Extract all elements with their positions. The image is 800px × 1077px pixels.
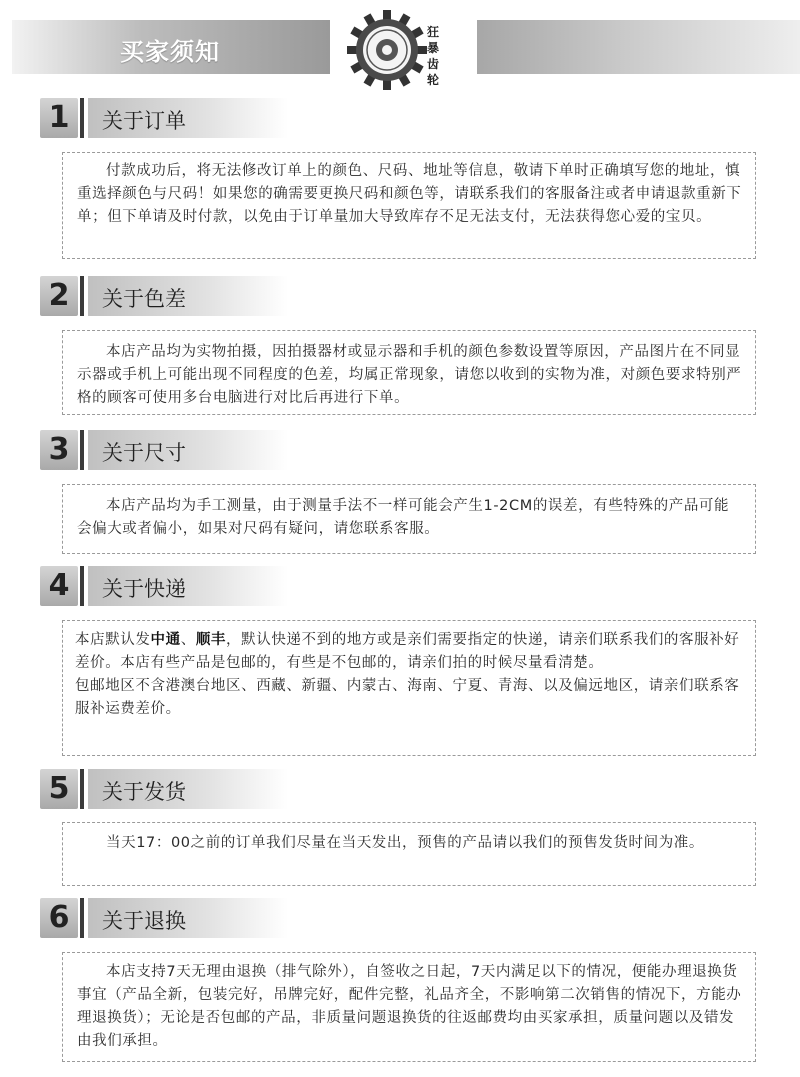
notice-box-delivery (62, 620, 756, 756)
section-number-box (40, 430, 78, 470)
logo-text: 狂暴齿轮 (427, 25, 440, 87)
courier-name: 顺丰 (195, 632, 227, 648)
notice-box-color (62, 330, 756, 415)
notice-text: 包邮地区不含港澳台地区、西藏、新疆、内蒙古、海南、宁夏、青海、以及偏远地区，请亲们联系客服补运费差价。 (75, 678, 740, 717)
section-number: 4 (48, 568, 70, 603)
section-title: 关于色差 (102, 287, 186, 311)
section-heading-order (40, 98, 800, 138)
section-number-box (40, 98, 78, 138)
section-heading-return (40, 898, 800, 938)
notice-box-order (62, 152, 756, 259)
notice-text: 本店支持7天无理由退换（排气除外），自签收之日起，7天内满足以下的情况，便能办理退换货事宜（产品全新，包装完好，吊牌完好，配件完整，礼品齐全，不影响第二次销售的情况下，方能办理退换货）；无论是否包邮的产品，非质量问题退换货的往返邮费均由买家承担，质量问题以及错发由我们承担。 (77, 964, 742, 1049)
divider (80, 898, 84, 938)
divider (80, 276, 84, 316)
notice-box-size (62, 484, 756, 554)
notice-text: 付款成功后，将无法修改订单上的颜色、尺码、地址等信息，敬请下单时正确填写您的地址，慎重选择颜色与尺码！如果您的确需要更换尺码和颜色等，请联系我们的客服备注或者申请退款重新下单；但下单请及时付款，以免由于订单量加大导致库存不足无法支付，无法获得您心爱的宝贝。 (77, 163, 742, 225)
section-number: 6 (48, 900, 70, 935)
section-heading-delivery (40, 566, 800, 606)
section-title: 关于快递 (102, 577, 186, 601)
section-title: 关于退换 (102, 909, 186, 933)
divider (80, 769, 84, 809)
section-heading-color (40, 276, 800, 316)
notice-box-return (62, 952, 756, 1062)
section-number-box (40, 769, 78, 809)
section-title: 关于尺寸 (102, 441, 186, 465)
title-banner-right (477, 20, 800, 74)
section-number-box (40, 566, 78, 606)
text-span: 、 (180, 632, 196, 648)
section-number: 2 (48, 278, 70, 313)
section-number: 3 (48, 432, 70, 467)
section-title: 关于发货 (102, 780, 186, 804)
section-number: 5 (48, 771, 70, 806)
title-banner (12, 20, 330, 74)
section-heading-shipping (40, 769, 800, 809)
gear-logo-icon (335, 6, 465, 94)
page-title: 买家须知 (120, 38, 220, 66)
divider (80, 566, 84, 606)
text-span: ，默认快递不到的地方或是亲们需要指定的快递，请亲们联系我们的客服补好差价。本店有些产品是包邮的，有些是不包邮的，请亲们拍的时候尽量看清楚。 (75, 632, 740, 671)
notice-text (75, 629, 743, 675)
divider (80, 430, 84, 470)
section-number-box (40, 276, 78, 316)
section-number: 1 (48, 100, 70, 135)
notice-box-shipping (62, 822, 756, 886)
divider (80, 98, 84, 138)
section-heading-size (40, 430, 800, 470)
section-title: 关于订单 (102, 109, 186, 133)
section-number-box (40, 898, 78, 938)
text-span: 本店默认发 (75, 632, 151, 648)
courier-name: 中通 (150, 632, 181, 648)
notice-text: 当天17：00之前的订单我们尽量在当天发出，预售的产品请以我们的预售发货时间为准。 (106, 835, 704, 851)
notice-text: 本店产品均为手工测量，由于测量手法不一样可能会产生1-2CM的误差，有些特殊的产品可能会偏大或者偏小，如果对尺码有疑问，请您联系客服。 (77, 498, 730, 537)
header (0, 0, 800, 95)
notice-text: 本店产品均为实物拍摄，因拍摄器材或显示器和手机的颜色参数设置等原因，产品图片在不同显示器或手机上可能出现不同程度的色差，均属正常现象，请您以收到的实物为准，对颜色要求特别严格的顾客可使用多台电脑进行对比后再进行下单。 (77, 344, 742, 406)
